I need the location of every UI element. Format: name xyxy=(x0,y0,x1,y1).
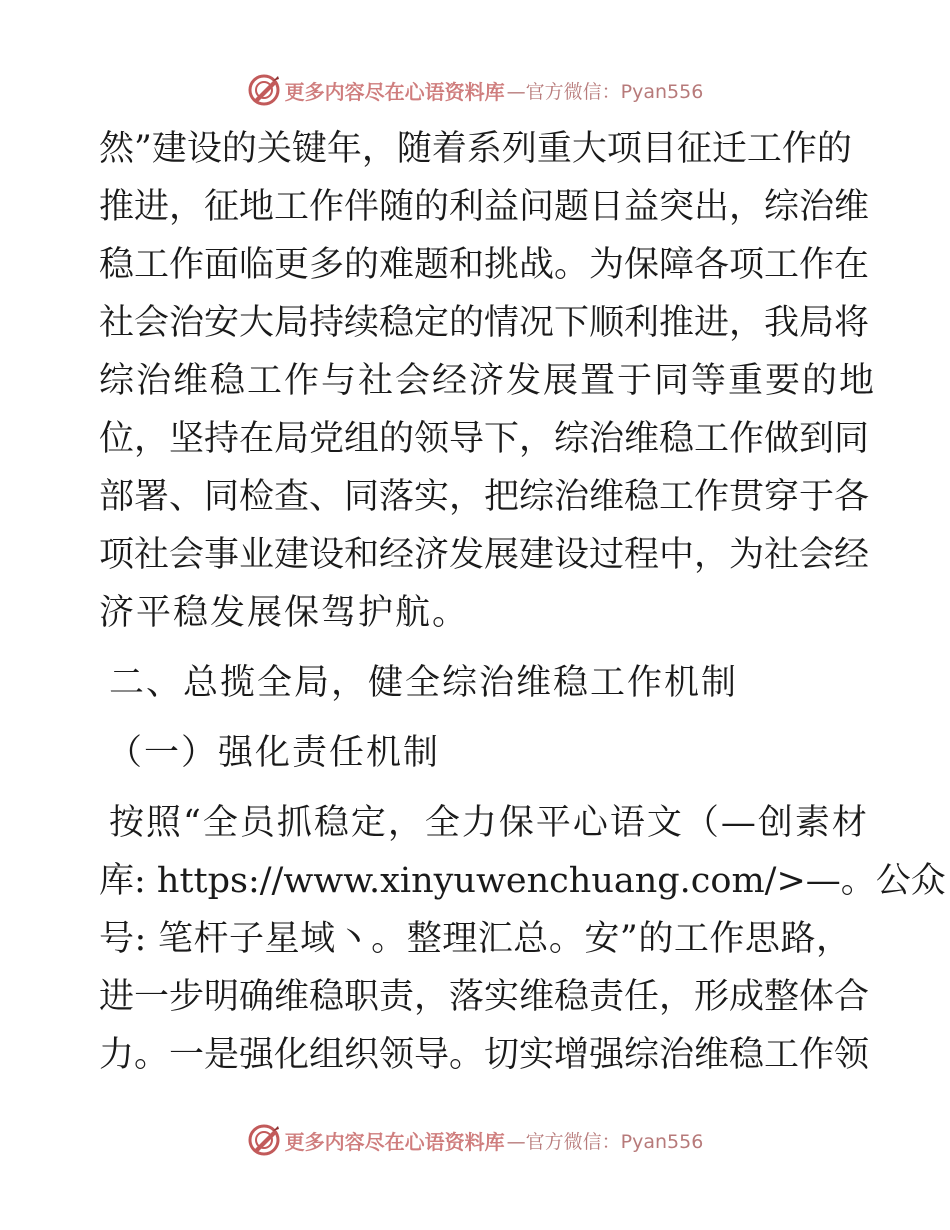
paragraph-line: 位，坚持在局党组的领导下，综治维稳工作做到同 xyxy=(99,419,870,459)
watermark-main-text: 更多内容尽在心语资料库 xyxy=(284,1129,505,1154)
watermark-sub-text: —官方微信：Pyan556 xyxy=(506,1130,704,1153)
footer-watermark xyxy=(0,1120,950,1160)
header-watermark xyxy=(0,70,950,110)
brand-logo-icon xyxy=(247,1123,281,1157)
paragraph-line: 库: https://www.xinyuwenchuang.com/>—。公众 xyxy=(99,861,946,901)
paragraph-line: 推进，征地工作伴随的利益问题日益突出，综治维 xyxy=(99,187,870,227)
paragraph-line: 号: 笔杆子星域丶。整理汇总。安”的工作思路， xyxy=(99,919,851,959)
subsection-heading: （一）强化责任机制 xyxy=(107,733,441,773)
brand-logo-icon xyxy=(247,73,281,107)
section-heading: 二、总揽全局，健全综治维稳工作机制 xyxy=(109,663,739,703)
watermark-sub-text: —官方微信：Pyan556 xyxy=(506,80,704,103)
paragraph-line: 部署、同检查、同落实，把综治维稳工作贯穿于各 xyxy=(99,477,870,517)
paragraph-line: 进一步明确维稳职责，落实维稳责任，形成整体合 xyxy=(99,977,870,1017)
paragraph-line: 按照“全员抓稳定，全力保平心语文（—创素材 xyxy=(109,803,869,843)
paragraph-line: 综治维稳工作与社会经济发展置于同等重要的地 xyxy=(99,361,877,401)
watermark-main-text: 更多内容尽在心语资料库 xyxy=(284,79,505,104)
paragraph-line: 力。一是强化组织领导。切实增强综治维稳工作领 xyxy=(99,1035,870,1075)
paragraph-line: 社会治安大局持续稳定的情况下顺利推进，我局将 xyxy=(99,303,870,343)
document-body xyxy=(99,120,946,1084)
paragraph-line: 项社会事业建设和经济发展建设过程中，为社会经 xyxy=(99,535,870,575)
paragraph-line: 稳工作面临更多的难题和挑战。为保障各项工作在 xyxy=(99,245,870,285)
paragraph-line: 济平稳发展保驾护航。 xyxy=(99,593,470,633)
paragraph-line: 然”建设的关键年，随着系列重大项目征迁工作的 xyxy=(99,129,852,169)
